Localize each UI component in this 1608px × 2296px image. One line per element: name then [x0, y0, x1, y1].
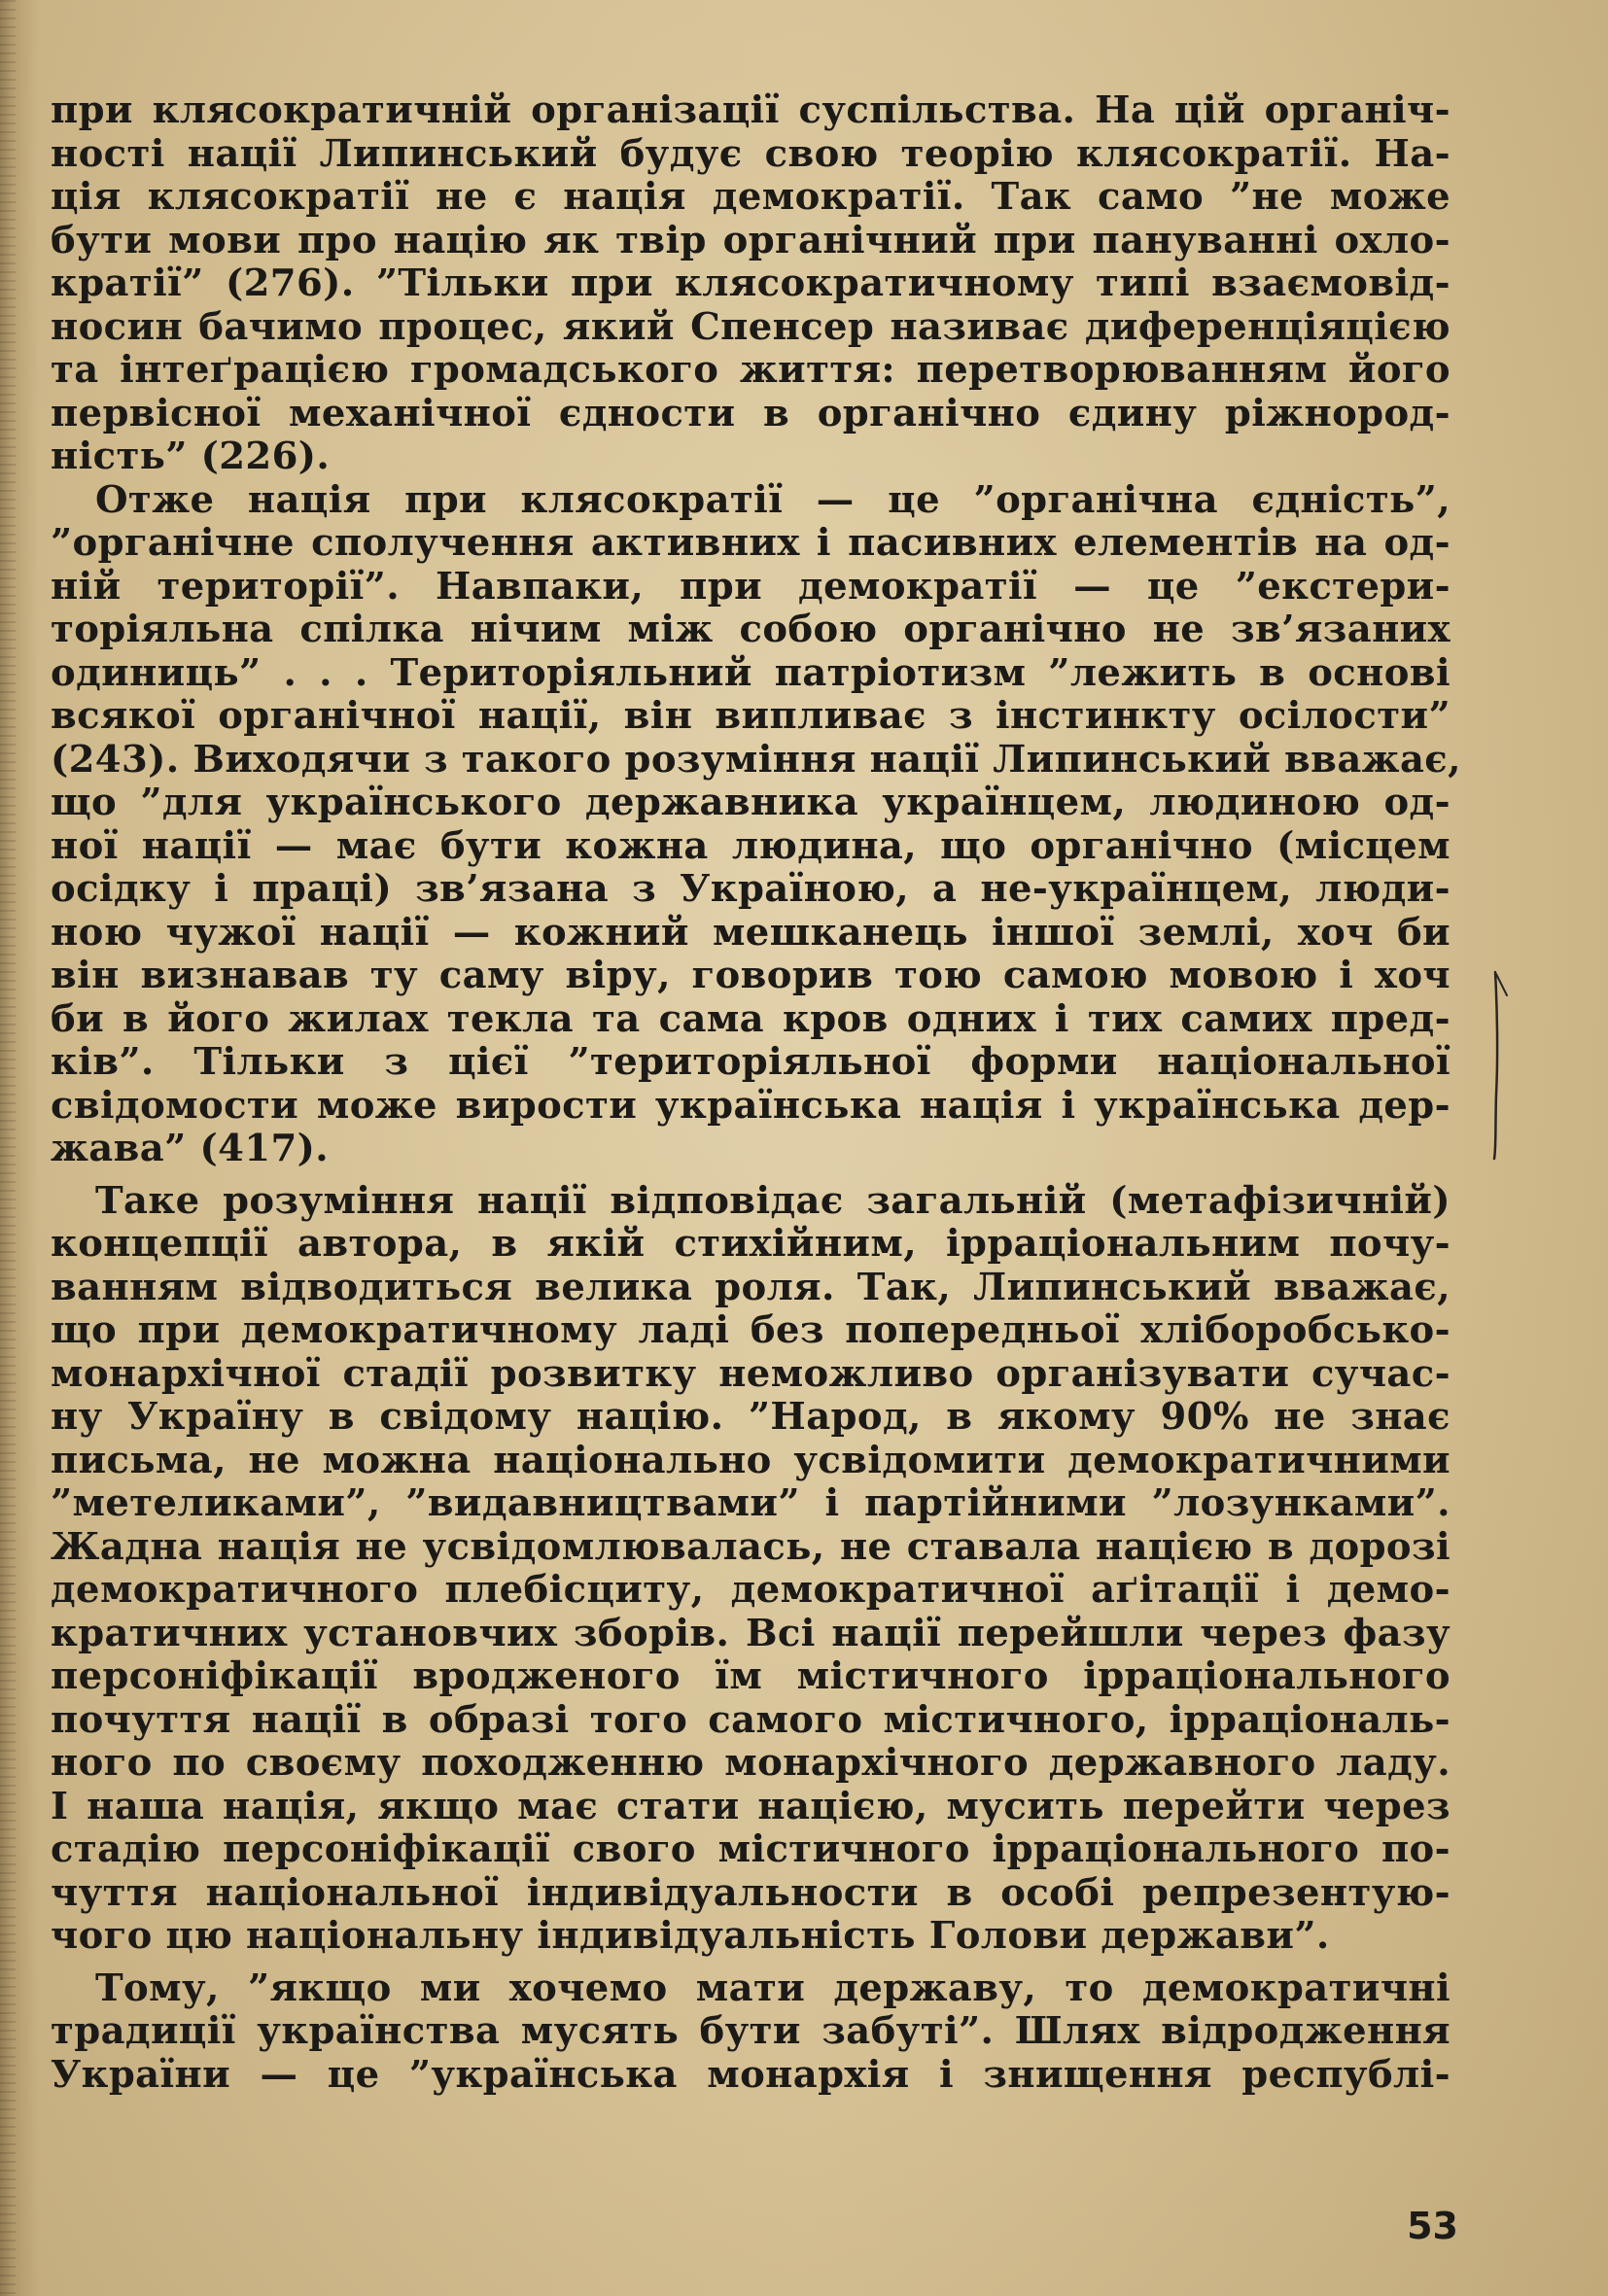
text-line: всякої органічної нації, він випливає з інстинкту осілости”: [51, 694, 1451, 738]
text-line: кратичних установчих зборів. Всі нації перейшли через фазу: [51, 1611, 1451, 1655]
text-line: персоніфікації вродженого їм містичного ірраціонального: [51, 1654, 1451, 1698]
text-line: торіяльна спілка нічим між собою органічно не зв’язаних: [51, 608, 1451, 651]
text-line: ності нації Липинський будує свою теорію клясократії. На-: [51, 131, 1451, 176]
text-line: бути мови про націю як твір органічний при пануванні охло-: [51, 218, 1451, 262]
text-line: чуття національної індивідуальности в особі репрезентую-: [51, 1870, 1451, 1915]
text-line: Тому, ”якщо ми хочемо мати державу, то демократичні: [95, 1966, 1451, 2010]
pencil-margin-mark: [1487, 968, 1511, 1163]
text-line: носин бачимо процес, який Спенсер називає диференціяцією: [51, 304, 1451, 349]
text-line: одиниць” . . . Територіяльний патріотизм ”лежить в основі: [51, 650, 1451, 695]
text-line: письма, не можна національно усвідомити демократичними: [51, 1438, 1451, 1482]
text-line: монархічної стадії розвитку неможливо організувати сучас-: [51, 1351, 1451, 1396]
text-line: при клясократичній організації суспільства. На цій органіч-: [51, 88, 1451, 132]
text-line: Таке розуміння нації відповідає загальній (метафізичній): [95, 1178, 1451, 1223]
text-line: ної нації — має бути кожна людина, що органічно (місцем: [51, 823, 1451, 868]
text-line: ванням відводиться велика роля. Так, Липинський вважає,: [51, 1265, 1451, 1309]
paragraph-2: [51, 477, 1461, 1171]
text-line: та інтеґрацією громадського життя: перетворюванням його: [51, 348, 1451, 392]
page-number: 53: [1407, 2205, 1458, 2247]
text-line: ній території”. Навпаки, при демократії — це ”екстери-: [51, 564, 1451, 609]
text-line: ну Україну в свідому націю. ”Народ, в якому 90% не знає: [51, 1395, 1451, 1439]
text-line: концепції автора, в якій стихійним, ірраціональним почу-: [51, 1222, 1451, 1266]
text-line: І наша нація, якщо має стати нацією, мусить перейти через: [51, 1784, 1451, 1828]
text-line: ”органічне сполучення активних і пасивних елементів на од-: [51, 521, 1451, 565]
text-line: (243). Виходячи з такого розуміння нації Липинський вважає,: [51, 737, 1461, 782]
page-edge: [0, 0, 16, 2296]
text-line: традиції українства мусять бути забуті”. Шлях відродження: [51, 2009, 1451, 2053]
text-line: ків”. Тільки з цієї ”територіяльної форми національної: [51, 1040, 1451, 1084]
text-line: жава” (417).: [51, 1127, 330, 1170]
text-line: ція клясократії не є нація демократії. Так само ”не може: [51, 175, 1451, 219]
text-line: що ”для українського державника українцем, людиною од-: [51, 781, 1451, 824]
text-line: що при демократичному ладі без попередньої хліборобсько-: [51, 1308, 1451, 1352]
text-line: свідомости може вирости українська нація і українська дер-: [51, 1083, 1451, 1128]
text-line: почуття нації в образі того самого містичного, ірраціональ-: [51, 1697, 1451, 1742]
paragraph-3: [51, 1180, 1451, 1959]
text-line: би в його жилах текла та сама кров одних і тих самих пред-: [51, 996, 1451, 1041]
body-text: [51, 88, 1461, 2097]
text-line: ною чужої нації — кожний мешканець іншої землі, хоч би: [51, 910, 1451, 955]
text-line: первісної механічної єдности в органічно єдину ріжнород-: [51, 391, 1451, 435]
text-line: Отже нація при клясократії — це ”органічна єдність”,: [95, 477, 1451, 522]
text-line: кратії” (276). ”Тільки при клясократичному типі взаємовід-: [51, 261, 1451, 305]
text-line: чого цю національну індивідуальність Голови держави”.: [51, 1914, 1330, 1958]
text-line: Жадна нація не усвідомлювалась, не ставала нацією в дорозі: [51, 1524, 1451, 1569]
text-line: України — це ”українська монархія і знищення республі-: [51, 2052, 1451, 2097]
text-line: демократичного плебісциту, демократичної аґітації і демо-: [51, 1568, 1451, 1612]
text-line: стадію персоніфікації свого містичного ірраціонального по-: [51, 1827, 1451, 1871]
paragraph-1: [51, 89, 1451, 479]
paragraph-4: [51, 1967, 1451, 2098]
text-line: ність” (226).: [51, 435, 331, 478]
text-line: ного по своєму походженню монархічного державного ладу.: [51, 1741, 1451, 1785]
text-line: він визнавав ту саму віру, говорив тою самою мовою і хоч: [51, 954, 1451, 997]
text-line: осідку і праці) зв’язана з Україною, а не-українцем, люди-: [51, 867, 1451, 911]
text-line: ”метеликами”, ”видавництвами” і партійними ”лозунками”.: [51, 1481, 1451, 1525]
